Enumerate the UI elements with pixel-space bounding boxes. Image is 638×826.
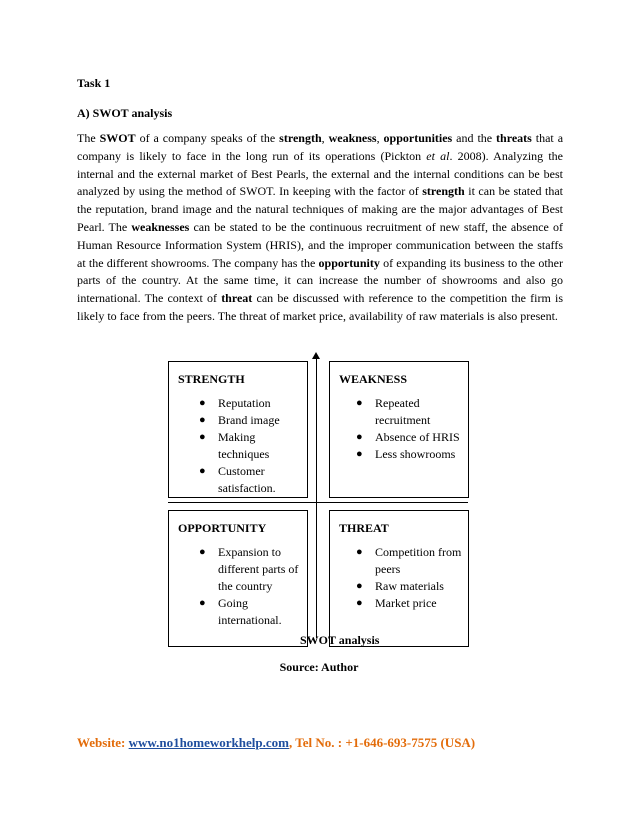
opportunity-box xyxy=(168,510,308,647)
list-item: ● Repeated recruitment xyxy=(356,396,431,427)
bullet-icon: ● xyxy=(356,597,363,609)
list-item: ● Going international. xyxy=(199,596,282,627)
vertical-axis xyxy=(316,358,317,638)
task-heading: Task 1 xyxy=(77,76,111,90)
weakness-list xyxy=(356,395,469,463)
threat-box xyxy=(329,510,469,647)
strength-list xyxy=(199,395,308,497)
bullet-icon: ● xyxy=(199,597,206,609)
strength-title: STRENGTH xyxy=(178,372,245,386)
list-item: ● Customer satisfaction. xyxy=(199,464,276,495)
list-item: ● Market price xyxy=(356,596,437,610)
website-link[interactable]: www.no1homeworkhelp.com xyxy=(128,735,289,750)
footer-website-label: Website: xyxy=(77,735,129,750)
figure-caption: SWOT analysis xyxy=(300,633,380,647)
axis-arrow-icon xyxy=(312,352,320,359)
bullet-icon: ● xyxy=(356,546,363,558)
list-item: ● Making techniques xyxy=(199,430,270,461)
figure-source: Source: Author xyxy=(279,660,359,674)
weakness-box xyxy=(329,361,469,498)
bullet-icon: ● xyxy=(356,448,363,460)
list-item: ● Less showrooms xyxy=(356,447,456,461)
bullet-icon: ● xyxy=(199,414,206,426)
bullet-icon: ● xyxy=(356,431,363,443)
list-item: ● Reputation xyxy=(199,396,271,410)
section-heading: A) SWOT analysis xyxy=(77,106,173,120)
bullet-icon: ● xyxy=(356,397,363,409)
list-item: ● Expansion to different parts of the country xyxy=(199,545,299,593)
body-paragraph: The SWOT of a company speaks of the strength, weakness, opportunities and the threats that a company is likely to face in the long run of its operations (Pickton et al. 2008). Analyzing the internal and the external market of Best Pearls, the external and the internal conditions can be best analyzed by using the method of SWOT. In keeping with the factor of strength it can be stated that the reputation, brand image and the natural techniques of making are the major advantages of Best Pearl. The weaknesses can be stated to be the continuous recruitment of new staff, the absence of Human Resource Information System (HRIS), and the improper communication between the staffs at the different showrooms. The company has the opportunity of expanding its business to the other parts of the country. At the same time, it can increase the number of showrooms and also go international. The context of threat can be discussed with reference to the competition the firm is likely to face from the peers. The threat of market price, availability of raw materials is also present. xyxy=(77,131,564,323)
bullet-icon: ● xyxy=(199,546,206,558)
weakness-title: WEAKNESS xyxy=(339,372,408,386)
bullet-icon: ● xyxy=(356,580,363,592)
list-item: ● Raw materials xyxy=(356,579,444,593)
list-item: ● Competition from peers xyxy=(356,545,462,576)
bullet-icon: ● xyxy=(199,465,206,477)
horizontal-axis xyxy=(168,502,468,503)
bullet-icon: ● xyxy=(199,431,206,443)
opportunity-title: OPPORTUNITY xyxy=(178,521,267,535)
list-item: ● Absence of HRIS xyxy=(356,430,460,444)
threat-list xyxy=(356,544,469,612)
threat-title: THREAT xyxy=(339,521,389,535)
strength-box xyxy=(168,361,308,498)
footer xyxy=(77,735,475,751)
list-item: ● Brand image xyxy=(199,413,280,427)
bullet-icon: ● xyxy=(199,397,206,409)
opportunity-list xyxy=(199,544,308,629)
footer-tel: , Tel No. : +1-646-693-7575 (USA) xyxy=(288,735,476,750)
